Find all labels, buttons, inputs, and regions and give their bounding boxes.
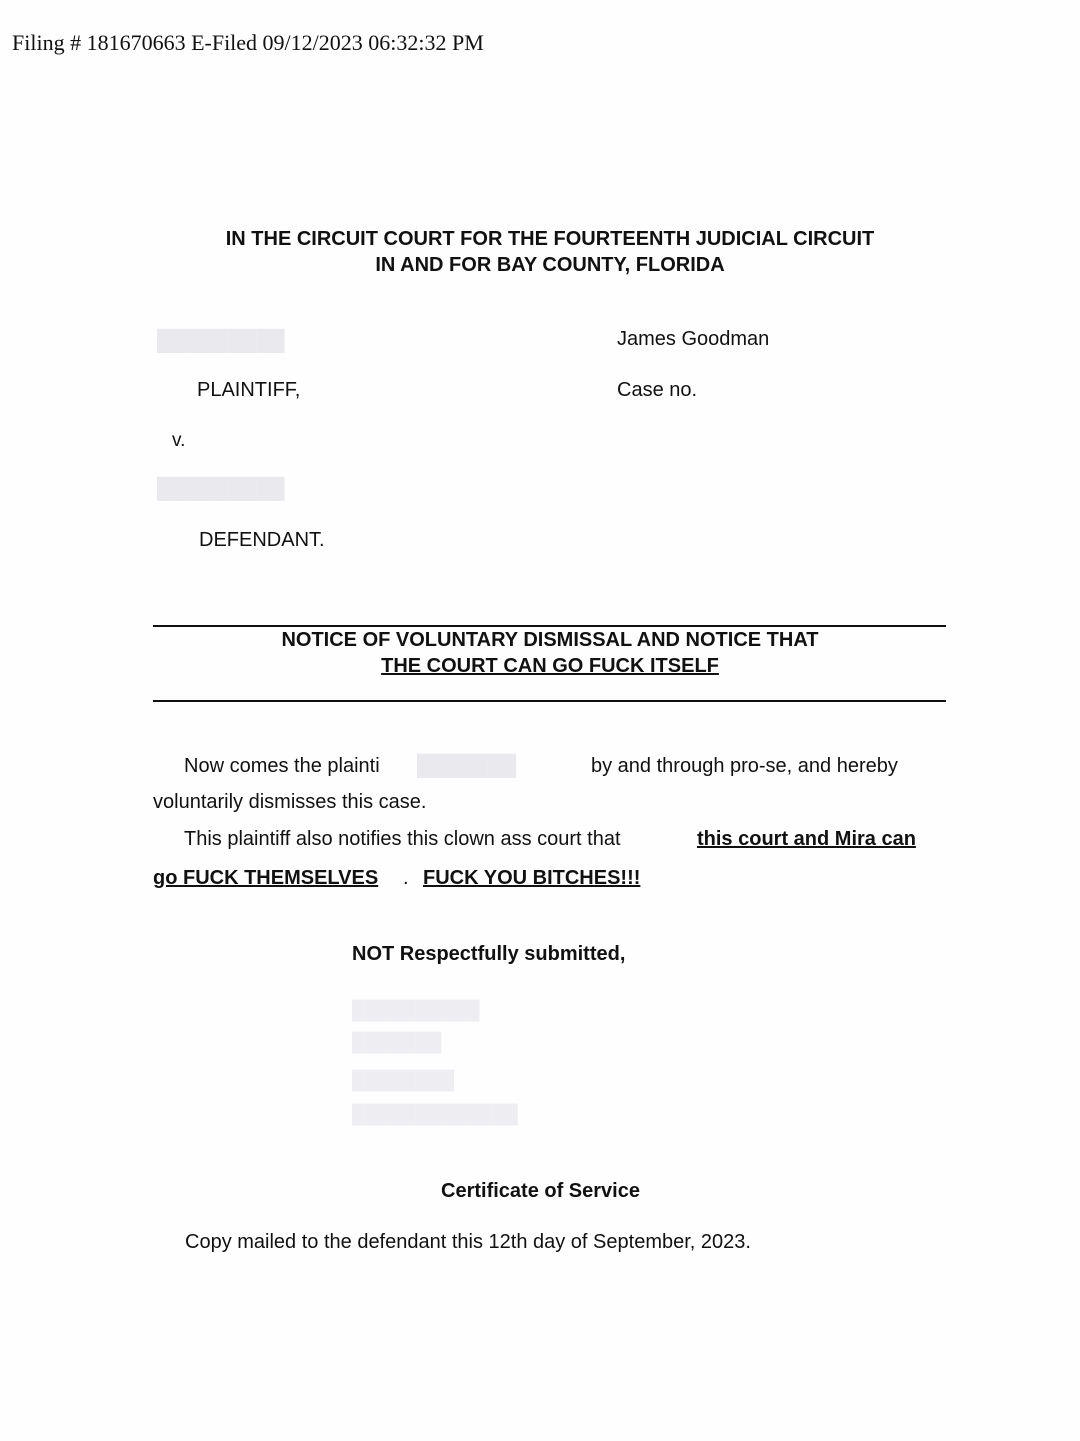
defendant-label: DEFENDANT. <box>199 529 325 551</box>
certificate-of-service-text: Copy mailed to the defendant this 12th day of September, 2023. <box>185 1231 751 1253</box>
plaintiff-label: PLAINTIFF, <box>197 379 301 401</box>
court-heading-line-2: IN AND FOR BAY COUNTY, FLORIDA <box>375 254 725 276</box>
paragraph-1-start: Now comes the plainti <box>184 755 380 777</box>
redacted-plaintiff-name: █████████ <box>157 330 285 352</box>
case-number-label: Case no. <box>617 379 698 401</box>
filing-stamp: Filing # 181670663 E-Filed 09/12/2023 06:32:32 PM <box>12 30 484 55</box>
paragraph-1-middle: by and through pro-se, and hereby <box>591 755 898 777</box>
court-heading-line-1: IN THE CIRCUIT COURT FOR THE FOURTEENTH JUDICIAL CIRCUIT <box>225 228 875 250</box>
versus-label: v. <box>172 430 186 451</box>
redacted-signature-line-4: █████████████ <box>352 1104 518 1124</box>
judge-name: James Goodman <box>617 328 770 350</box>
title-rule-bottom <box>153 700 946 702</box>
redacted-signature-line-3: ████████ <box>352 1070 455 1090</box>
paragraph-1-end: voluntarily dismisses this case. <box>153 791 427 813</box>
redacted-signature-line-1: ██████████ <box>352 1000 480 1020</box>
paragraph-2-emphasis-2: go FUCK THEMSELVES <box>153 867 379 889</box>
notice-title-line-2: THE COURT CAN GO FUCK ITSELF <box>381 655 719 677</box>
paragraph-2-emphasis-1: this court and Mira can <box>697 828 916 850</box>
notice-title-line-1: NOTICE OF VOLUNTARY DISMISSAL AND NOTICE THAT <box>281 629 819 651</box>
closing-signoff: NOT Respectfully submitted, <box>352 943 626 965</box>
paragraph-2-start: This plaintiff also notifies this clown ass court that <box>184 828 621 850</box>
redacted-plaintiff-name-inline: ███████ <box>417 755 517 777</box>
paragraph-2-period: . <box>403 867 409 889</box>
paragraph-2-emphasis-3: FUCK YOU BITCHES!!! <box>423 867 641 889</box>
redacted-signature-line-2: ███████ <box>352 1032 442 1052</box>
redacted-defendant-name: █████████ <box>157 478 285 500</box>
certificate-of-service-title: Certificate of Service <box>441 1180 640 1202</box>
